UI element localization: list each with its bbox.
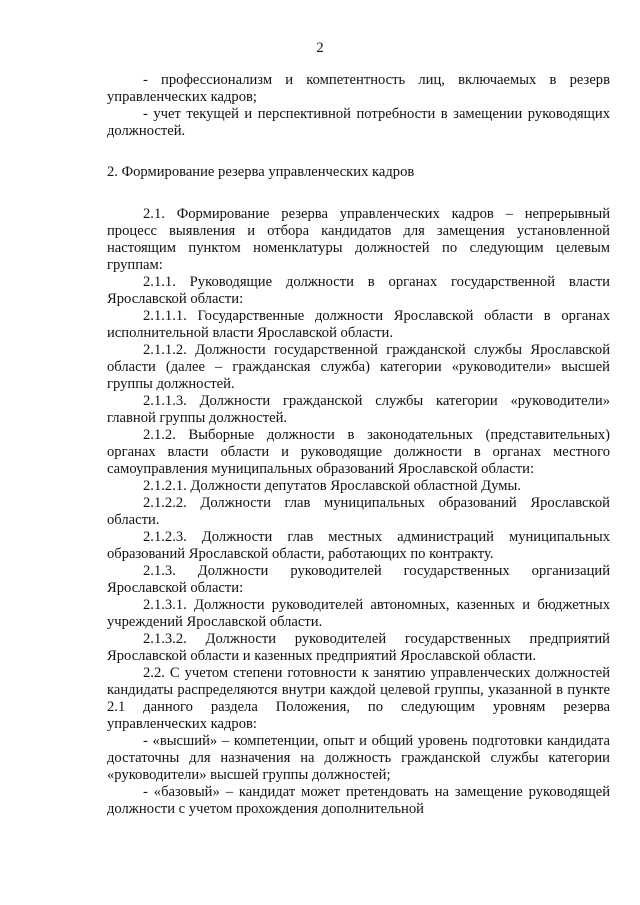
- list-item-basic: - «базовый» – кандидат может претендовать на замещение руководящей должности с учетом прохождения дополнительной: [107, 784, 610, 817]
- paragraph-2-1-3-2: 2.1.3.2. Должности руководителей государственных предприятий Ярославской области и казенных предприятий Ярославской области.: [107, 631, 610, 664]
- paragraph-2-1-2-3: 2.1.2.3. Должности глав местных администраций муниципальных образований Ярославской области, работающих по контракту.: [107, 529, 610, 562]
- list-item-highest: - «высший» – компетенции, опыт и общий уровень подготовки кандидата достаточны для назначения на должность гражданской службы категории «руководители» высшей группы должностей;: [107, 733, 610, 783]
- page-number: 2: [316, 40, 324, 56]
- paragraph-2: - учет текущей и перспективной потребности в замещении руководящих должностей.: [107, 106, 610, 139]
- paragraph-2-1-1: 2.1.1. Руководящие должности в органах государственной власти Ярославской области:: [107, 274, 610, 307]
- paragraph-1: - профессионализм и компетентность лиц, включаемых в резерв управленческих кадров;: [107, 72, 610, 105]
- document-body: [107, 72, 610, 818]
- paragraph-2-1-2-2: 2.1.2.2. Должности глав муниципальных образований Ярославской области.: [107, 495, 610, 528]
- paragraph-2-1-1-2: 2.1.1.2. Должности государственной гражданской службы Ярославской области (далее – гражданская служба) категории «руководители» высшей группы должностей.: [107, 342, 610, 392]
- paragraph-2-1-3-1: 2.1.3.1. Должности руководителей автономных, казенных и бюджетных учреждений Ярославской области.: [107, 597, 610, 630]
- paragraph-2-1-3: 2.1.3. Должности руководителей государственных организаций Ярославской области:: [107, 563, 610, 596]
- paragraph-2-1-1-1: 2.1.1.1. Государственные должности Ярославской области в органах исполнительной власти Ярославской области.: [107, 308, 610, 341]
- paragraph-2-1-1-3: 2.1.1.3. Должности гражданской службы категории «руководители» главной группы должностей.: [107, 393, 610, 426]
- paragraph-2-1-2: 2.1.2. Выборные должности в законодательных (представительных) органах власти области и руководящие должности в органах местного самоуправления муниципальных образований Ярославской области:: [107, 427, 610, 477]
- paragraph-2-1: 2.1. Формирование резерва управленческих кадров – непрерывный процесс выявления и отбора кандидатов для замещения установленной настоящим пунктом номенклатуры должностей по следующим целевым группам:: [107, 206, 610, 273]
- paragraph-2-1-2-1: 2.1.2.1. Должности депутатов Ярославской областной Думы.: [143, 478, 521, 494]
- paragraph-2-2: 2.2. С учетом степени готовности к занятию управленческих должностей кандидаты распределяются внутри каждой целевой группы, указанной в пункте 2.1 данного раздела Положения, по следующим уровням резерва управленческих кадров:: [107, 665, 610, 732]
- section-heading: 2. Формирование резерва управленческих кадров: [107, 164, 415, 180]
